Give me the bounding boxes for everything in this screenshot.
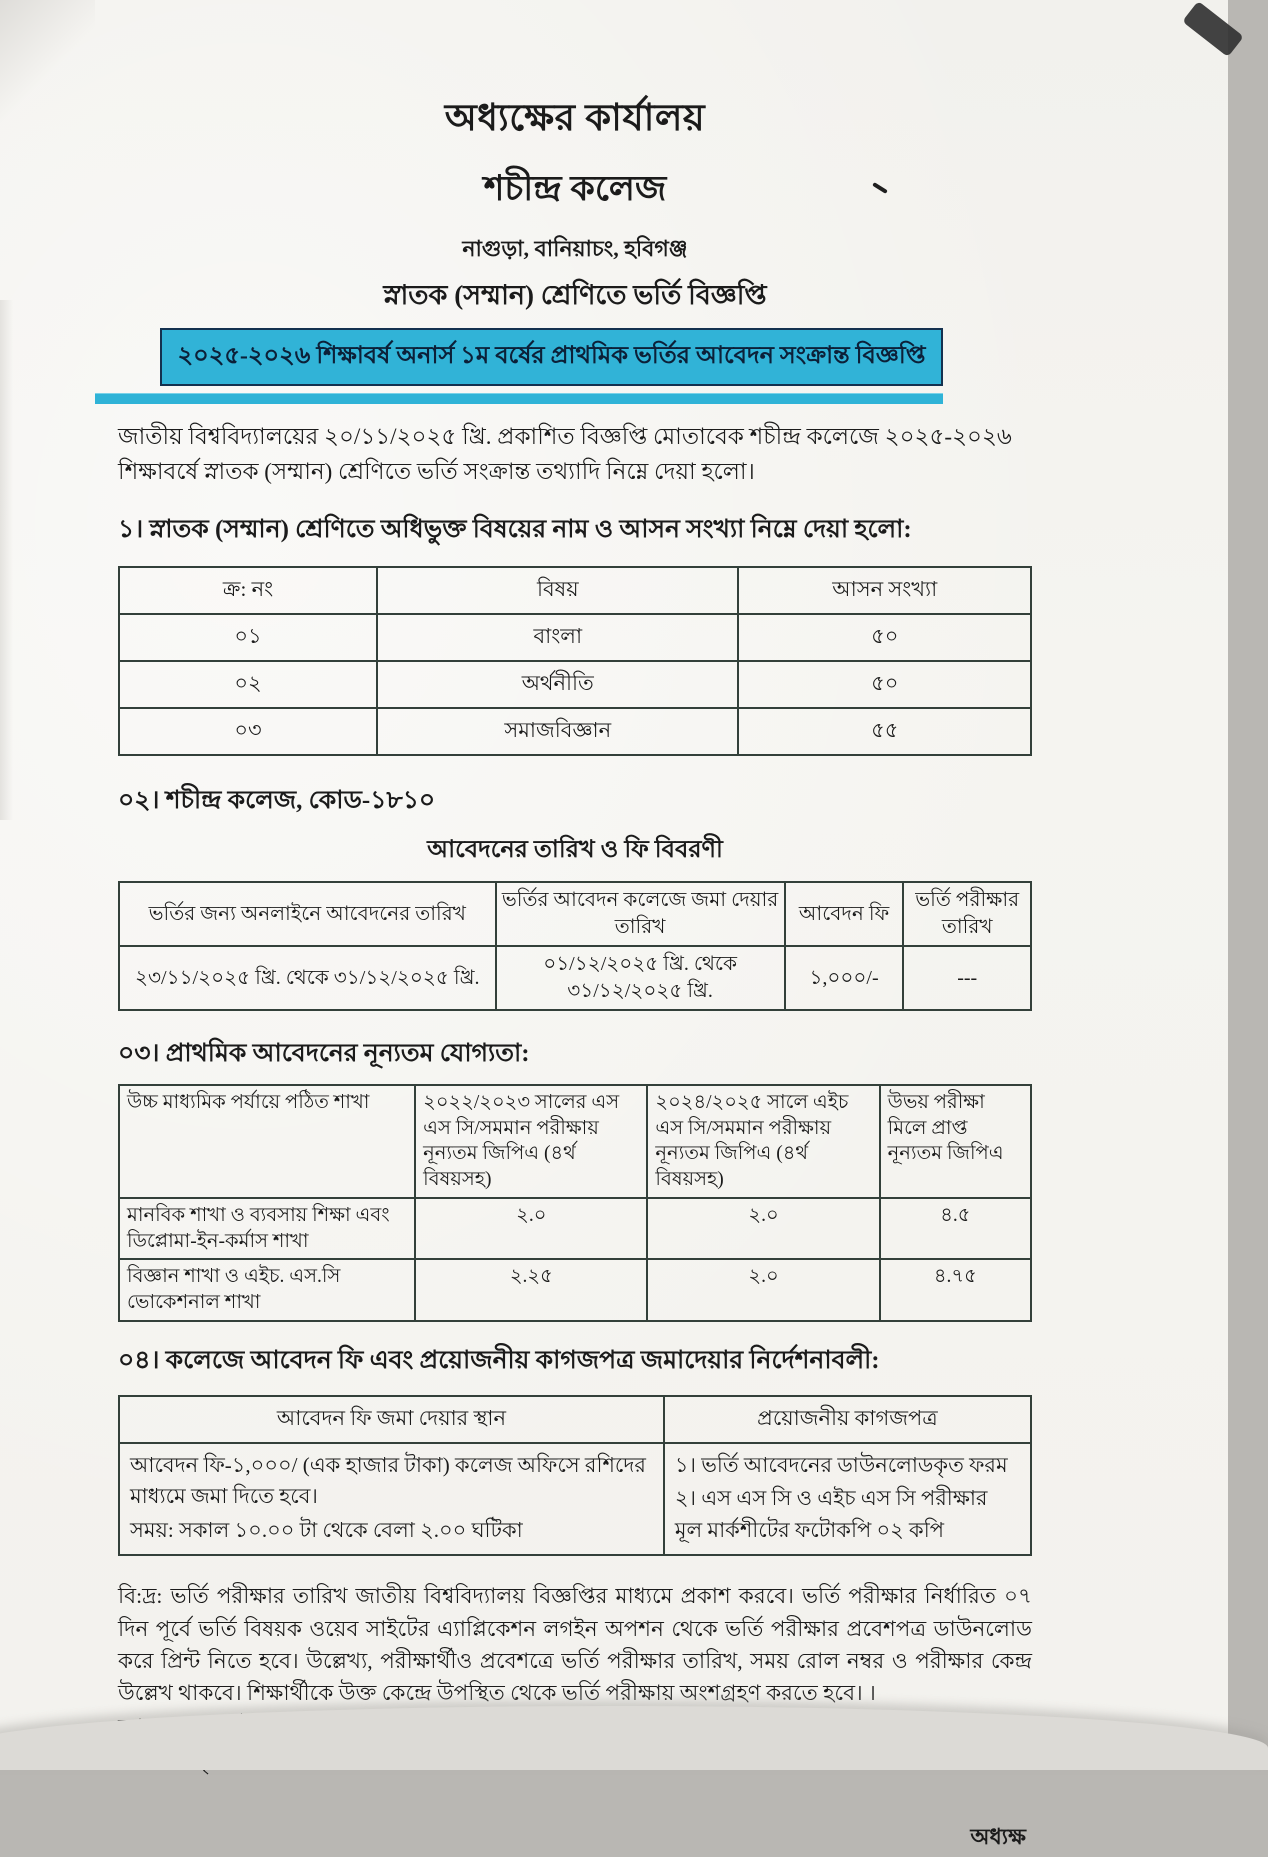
dates-fee-table-title: আবেদনের তারিখ ও ফি বিবরণী	[427, 837, 723, 863]
college-name: শচীন্দ্র কলেজ	[483, 169, 667, 208]
table-row	[119, 1443, 1031, 1556]
intro-paragraph: জাতীয় বিশ্ববিদ্যালয়ের ২০/১১/২০২৫ খ্রি. প্রকাশিত বিজ্ঞপ্তি মোতাবেক শচীন্দ্র কলেজে ২০২৫-২০২৬ শিক্ষাবর্ষে স্নাতক (সম্মান) শ্রেণিতে ভর্তি সংক্রান্ত তথ্যাদি নিম্নে দেয়া হলো।	[118, 424, 1012, 484]
minimum-qualification-table	[118, 1084, 1032, 1322]
section4-heading: ০৪। কলেজে আবেদন ফি এবং প্রয়োজনীয় কাগজপত্র জমাদেয়ার নির্দেশনাবলী:	[118, 1346, 880, 1374]
seats-column-header: আসন সংখ্যা	[738, 567, 1031, 614]
subject-cell: সমাজবিজ্ঞান	[377, 708, 738, 755]
subject-cell: অর্থনীতি	[377, 661, 738, 708]
table-row	[119, 1198, 1031, 1259]
banner-title: ২০২৫-২০২৬ শিক্ষাবর্ষ অনার্স ১ম বর্ষের প্রাথমিক ভর্তির আবেদন সংক্রান্ত বিজ্ঞপ্তি	[160, 328, 943, 386]
hsc-gpa-cell: ২.০	[647, 1259, 879, 1320]
subject-column-header: বিষয়	[377, 567, 738, 614]
section1-heading: ১। স্নাতক (সম্মান) শ্রেণিতে অধিভুক্ত বিষয়ের নাম ও আসন সংখ্যা নিম্নে দেয়া হলো:	[118, 516, 912, 543]
table-header-row	[119, 882, 1031, 946]
table-row	[119, 661, 1031, 708]
seats-cell: ৫৫	[738, 708, 1031, 755]
ssc-gpa-column-header: ২০২২/২০২৩ সালের এস এস সি/সমমান পরীক্ষায় নূন্যতম জিপিএ (৪র্থ বিষয়সহ)	[415, 1085, 647, 1198]
table-header-row	[119, 1396, 1031, 1443]
fee-deposit-time: সময়: সকাল ১০.০০ টা থেকে বেলা ২.০০ ঘটিকা	[130, 1517, 523, 1542]
combined-gpa-column-header: উভয় পরীক্ষা মিলে প্রাপ্ত নূন্যতম জিপিএ	[880, 1085, 1031, 1198]
required-documents-header: প্রয়োজনীয় কাগজপত্র	[664, 1396, 1031, 1443]
table-row	[119, 708, 1031, 755]
subject-cell: বাংলা	[377, 614, 738, 661]
office-title: অধ্যক্ষের কার্যালয়	[444, 98, 706, 139]
online-apply-date-cell: ২৩/১১/২০২৫ খ্রি. থেকে ৩১/১২/২০২৫ খ্রি.	[119, 946, 496, 1010]
seats-cell: ৫০	[738, 661, 1031, 708]
table-header-row	[119, 1085, 1031, 1198]
required-document-item: ১। ভর্তি আবেদনের ডাউনলোডকৃত ফরম	[674, 1452, 1008, 1477]
required-document-item: ২। এস এস সি ও এইচ এস সি পরীক্ষার মূল মার্কশীটের ফটোকপি ০২ কপি	[674, 1486, 988, 1542]
section3-heading: ০৩। প্রাথমিক আবেদনের নূন্যতম যোগ্যতা:	[118, 1040, 530, 1067]
serial-cell: ০৩	[119, 708, 377, 755]
serial-cell: ০১	[119, 614, 377, 661]
banner-underline-bar	[95, 393, 943, 404]
college-submit-date-header: ভর্তির আবেদন কলেজে জমা দেয়ার তারিখ	[496, 882, 785, 946]
subjects-seats-table	[118, 566, 1032, 756]
college-address: নাগুড়া, বানিয়াচং, হবিগঞ্জ	[462, 236, 688, 261]
combined-gpa-cell: ৪.৫	[880, 1198, 1031, 1259]
fee-documents-table	[118, 1395, 1032, 1557]
stream-cell: মানবিক শাখা ও ব্যবসায় শিক্ষা এবং ডিপ্লোমা-ইন-কর্মাস শাখা	[119, 1198, 415, 1259]
note-admission-test: বি:দ্র: ভর্তি পরীক্ষার তারিখ জাতীয় বিশ্ববিদ্যালয় বিজ্ঞপ্তির মাধ্যমে প্রকাশ করবে। ভর্তি পরীক্ষার নির্ধারিত ০৭ দিন পূর্বে ভর্তি বিষয়ক ওয়েব সাইটের এ্যাপ্লিকেশন লগইন অপশন থেকে ভর্তি পরীক্ষার প্রবেশপত্র ডাউনলোড করে প্রিন্ট নিতে হবে। উল্লেখ্য, পরীক্ষার্থীও প্রবেশত্রে ভর্তি পরীক্ষার তারিখ, সময় রোল নম্বর ও পরীক্ষার কেন্দ্র উল্লেখ থাকবে। শিক্ষার্থীকে উক্ত কেন্দ্রে উপস্থিত থেকে ভর্তি পরীক্ষায় অংশগ্রহণ করতে হবে। ।	[118, 1584, 1032, 1706]
serial-column-header: ক্র: নং	[119, 567, 377, 614]
notice-subtitle: স্নাতক (সম্মান) শ্রেণিতে ভর্তি বিজ্ঞপ্তি	[383, 280, 767, 310]
online-apply-date-header: ভর্তির জন্য অনলাইনে আবেদনের তারিখ	[119, 882, 496, 946]
scan-edge-bottom	[0, 1706, 1268, 1770]
table-row	[119, 946, 1031, 1010]
stream-cell: বিজ্ঞান শাখা ও এইচ. এস.সি ভোকেশনাল শাখা	[119, 1259, 415, 1320]
stream-column-header: উচ্চ মাধ্যমিক পর্যায়ে পঠিত শাখা	[119, 1085, 415, 1198]
serial-cell: ০২	[119, 661, 377, 708]
table-row	[119, 614, 1031, 661]
section2-heading: ০২। শচীন্দ্র কলেজ, কোড-১৮১০	[118, 787, 436, 814]
hsc-gpa-cell: ২.০	[647, 1198, 879, 1259]
ssc-gpa-cell: ২.০	[415, 1198, 647, 1259]
application-fee-cell: ১,০০০/-	[785, 946, 904, 1010]
required-documents-cell	[664, 1443, 1031, 1556]
ssc-gpa-cell: ২.২৫	[415, 1259, 647, 1320]
scan-artifact-left-edge	[0, 300, 13, 820]
hsc-gpa-column-header: ২০২৪/২০২৫ সালে এইচ এস সি/সমমান পরীক্ষায় নূন্যতম জিপিএ (৪র্থ বিষয়সহ)	[647, 1085, 879, 1198]
fee-deposit-place-header: আবেদন ফি জমা দেয়ার স্থান	[119, 1396, 664, 1443]
notice-content	[118, 88, 1032, 1857]
admission-test-date-cell: ---	[903, 946, 1031, 1010]
scan-artifact-top-right-mark	[1182, 1, 1244, 57]
dates-fee-table	[118, 881, 1032, 1011]
college-submit-date-cell: ০১/১২/২০২৫ খ্রি. থেকে ৩১/১২/২০২৫ খ্রি.	[496, 946, 785, 1010]
fee-deposit-instruction: আবেদন ফি-১,০০০/ (এক হাজার টাকা) কলেজ অফিসে রশিদের মাধ্যমে জমা দিতে হবে।	[130, 1452, 646, 1509]
combined-gpa-cell: ৪.৭৫	[880, 1259, 1031, 1320]
fee-deposit-place-cell	[119, 1443, 664, 1556]
scan-artifact-top-left-corner	[0, 0, 95, 130]
application-fee-header: আবেদন ফি	[785, 882, 904, 946]
seats-cell: ৫০	[738, 614, 1031, 661]
admission-test-date-header: ভর্তি পরীক্ষার তারিখ	[903, 882, 1031, 946]
principal-signature-label: অধ্যক্ষ	[970, 1823, 1026, 1849]
table-header-row	[119, 567, 1031, 614]
table-row	[119, 1259, 1031, 1320]
